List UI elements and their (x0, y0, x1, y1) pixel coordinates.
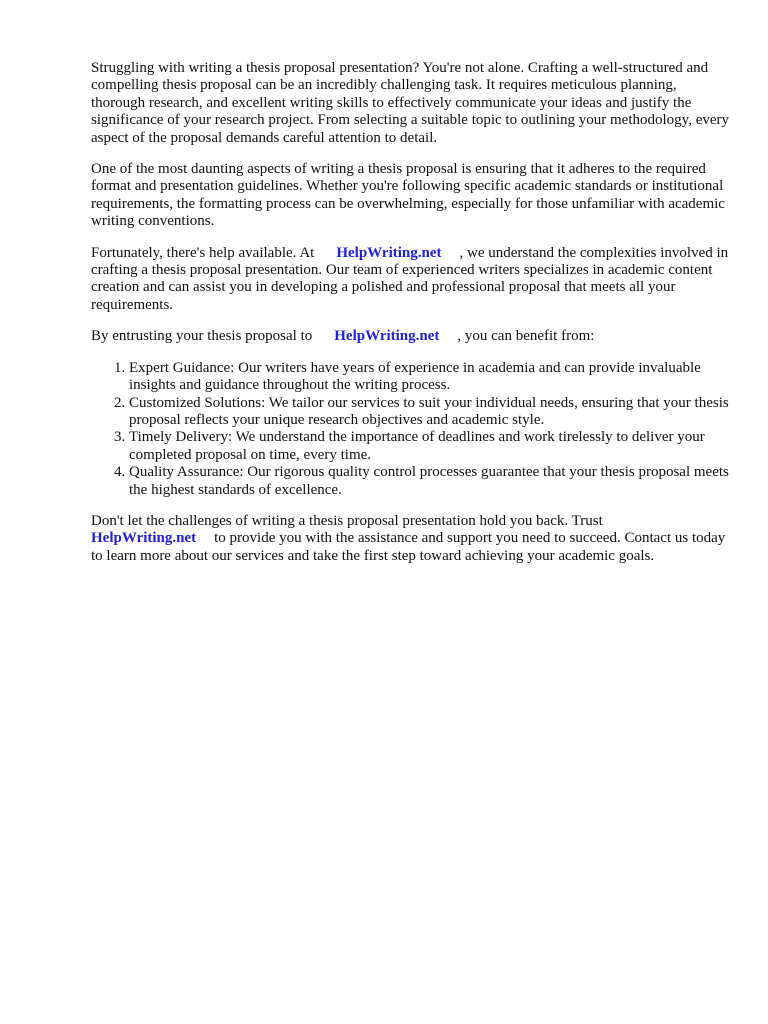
document-page (91, 60, 731, 579)
list-item: 1. Expert Guidance: Our writers have years of experience in academia and can provide invaluable insights and guidance throughout the writing process. (129, 360, 731, 395)
helpwriting-link[interactable]: HelpWriting.net (334, 328, 440, 345)
list-item: 4. Quality Assurance: Our rigorous quality control processes guarantee that your thesis proposal meets the highest standards of excellence. (129, 464, 731, 499)
format-paragraph: One of the most daunting aspects of writing a thesis proposal is ensuring that it adheres to the required format and presentation guidelines. Whether you're following specific academic standards or institutional requirements, the formatting process can be overwhelming, especially for those unfamiliar with academic writing conventions. (91, 161, 725, 230)
closing-text-before: Don't let the challenges of writing a thesis proposal presentation hold you back. Trust (91, 512, 603, 529)
entrusting-paragraph (91, 328, 731, 345)
help-available-text-before: Fortunately, there's help available. At (91, 244, 315, 261)
list-item: 2. Customized Solutions: We tailor our services to suit your individual needs, ensuring that your thesis proposal reflects your unique research objectives and academic style. (129, 395, 731, 430)
closing-text-after: to provide you with the assistance and support you need to succeed. Contact us today to learn more about our services and take the first step toward achieving your academic goals. (91, 530, 726, 564)
helpwriting-link[interactable]: HelpWriting.net (336, 244, 442, 261)
help-available-paragraph (91, 245, 731, 315)
helpwriting-link[interactable]: HelpWriting.net (91, 530, 197, 547)
list-item: 3. Timely Delivery: We understand the importance of deadlines and work tirelessly to deliver your completed proposal on time, every time. (129, 429, 731, 464)
entrusting-text-after: , you can benefit from: (457, 328, 595, 345)
closing-paragraph (91, 513, 731, 565)
help-available-text-after: , we understand the complexities involved in crafting a thesis proposal presentation. Our team of experienced writers specializes in academic content creation and can assist you in developing a polished and professional proposal that meets all your requirements. (91, 244, 729, 313)
benefits-list (91, 360, 731, 499)
intro-paragraph: Struggling with writing a thesis proposal presentation? You're not alone. Crafting a well-structured and compelling thesis proposal can be an incredibly challenging task. It requires meticulous planning, thorough research, and excellent writing skills to effectively communicate your ideas and justify the significance of your research project. From selecting a suitable topic to outlining your methodology, every aspect of the proposal demands careful attention to detail. (91, 60, 730, 146)
entrusting-text-before: By entrusting your thesis proposal to (91, 328, 313, 345)
